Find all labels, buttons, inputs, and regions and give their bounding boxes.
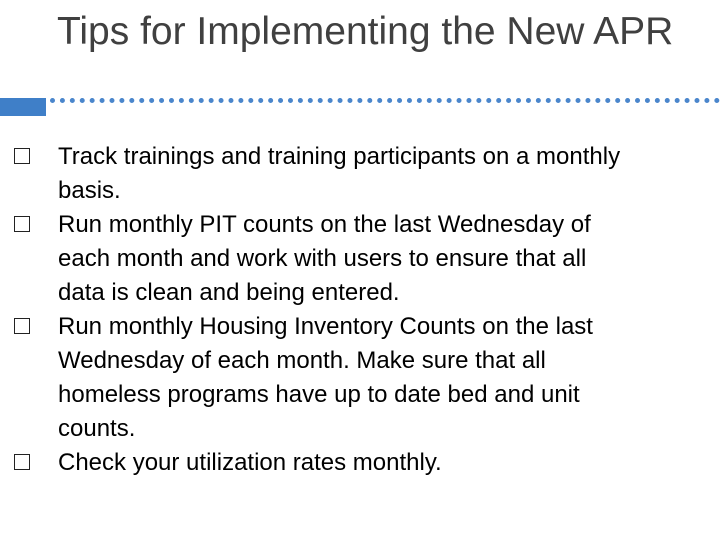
title-rule-block — [0, 98, 46, 116]
checkbox-square-icon — [14, 216, 30, 232]
bullet-text: Run monthly Housing Inventory Counts on the last Wednesday of each month. Make sure that all homeless programs have up to date bed and unit counts. — [58, 313, 593, 442]
bullet-item — [0, 208, 638, 310]
bullet-item — [0, 140, 638, 208]
bullet-text: Track trainings and training participants on a monthly basis. — [58, 143, 621, 204]
bullet-text: Run monthly PIT counts on the last Wednesday of each month and work with users to ensure that all data is clean and being entered. — [58, 211, 591, 306]
bullet-text: Check your utilization rates monthly. — [58, 449, 442, 476]
title-rule-line — [50, 98, 720, 103]
checkbox-square-icon — [14, 318, 30, 334]
bullet-item — [0, 446, 638, 480]
checkbox-square-icon — [14, 454, 30, 470]
slide-title: Tips for Implementing the New APR — [57, 10, 674, 53]
bullet-item — [0, 310, 638, 446]
bullet-list — [0, 140, 720, 480]
checkbox-square-icon — [14, 148, 30, 164]
